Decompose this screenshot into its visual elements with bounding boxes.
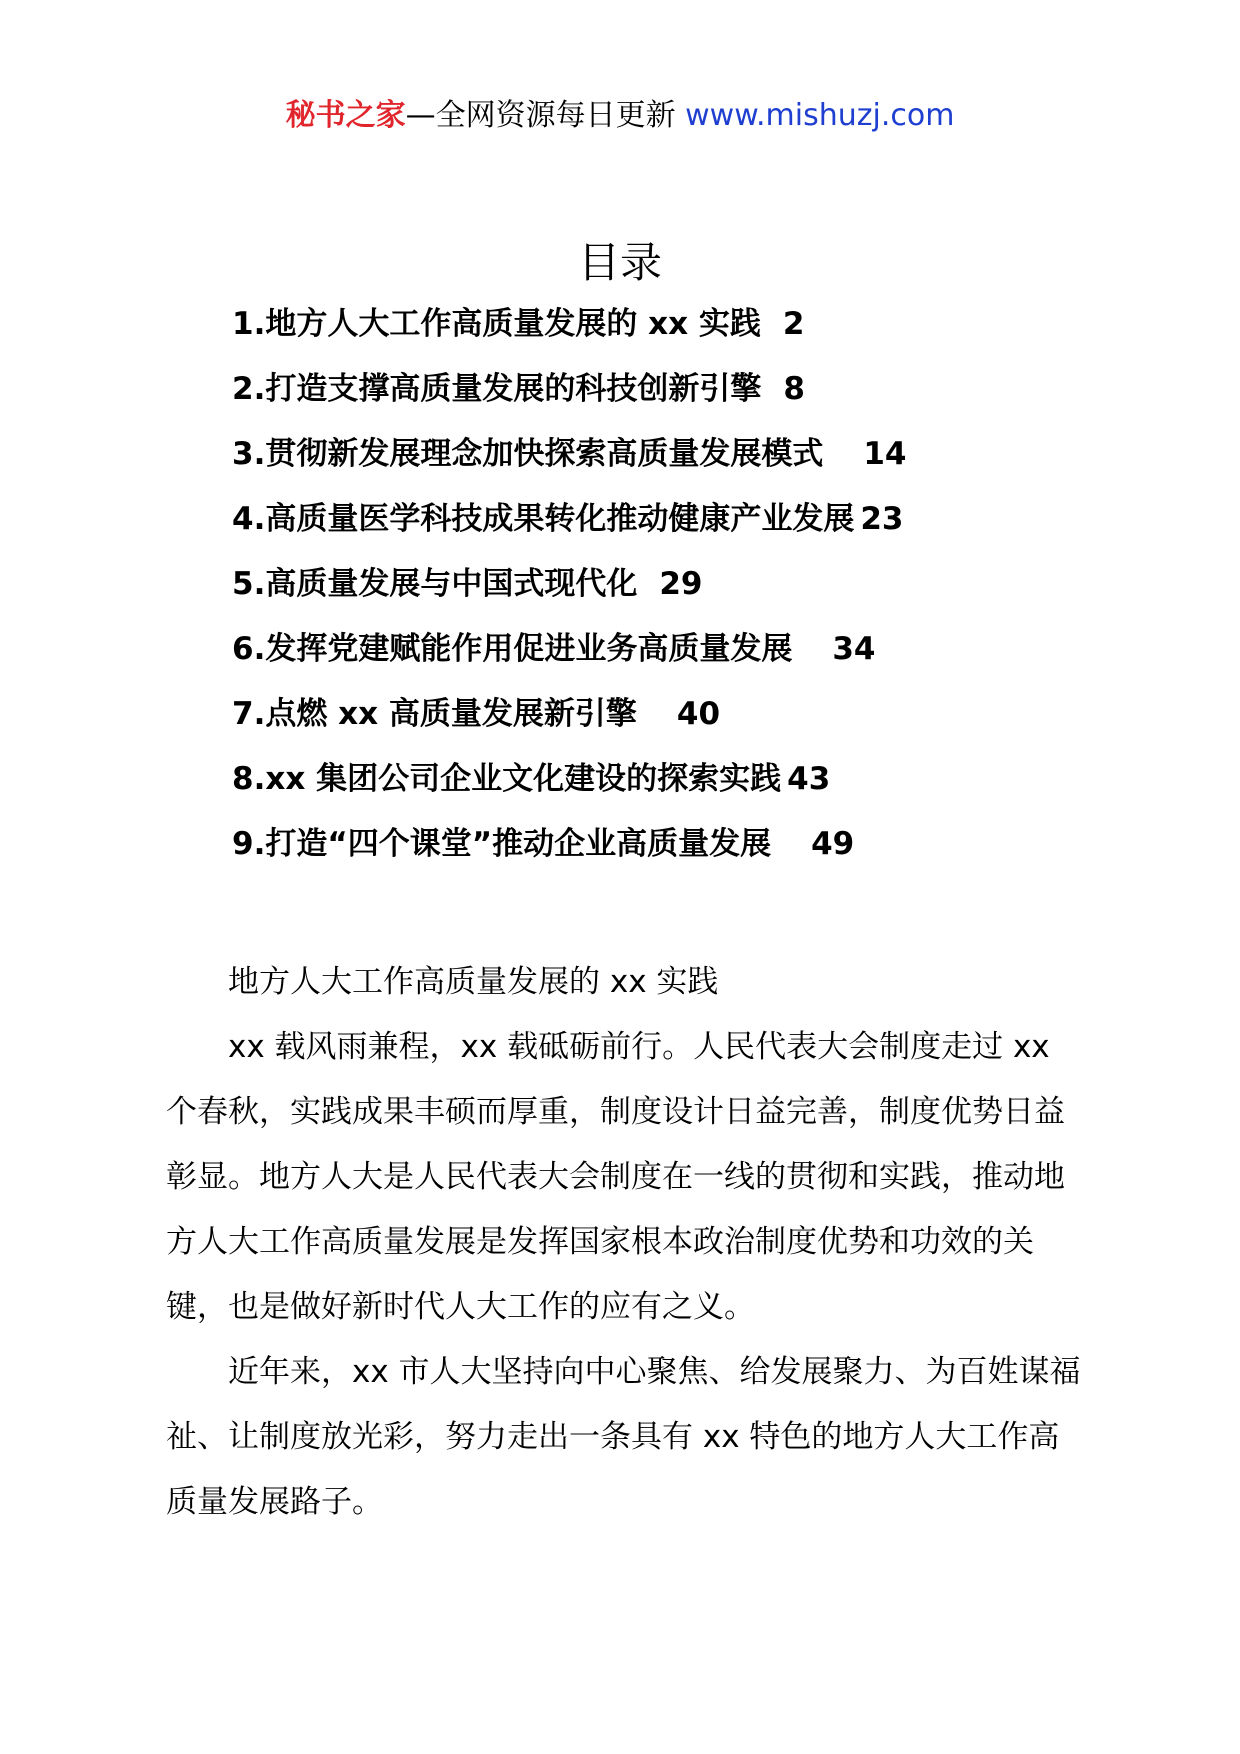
toc-entry[interactable]	[232, 694, 907, 759]
site-brand: 秘书之家	[285, 98, 406, 133]
toc-entry-page: 43	[787, 761, 831, 797]
site-tagline: —全网资源每日更新	[405, 98, 676, 133]
article-title: 地方人大工作高质量发展的 xx 实践	[228, 964, 719, 1000]
toc-entry[interactable]	[232, 629, 907, 694]
toc-entry-page: 34	[832, 631, 876, 667]
toc-entry-label: 3.贯彻新发展理念加快探索高质量发展模式	[232, 436, 824, 472]
toc-entry-page: 2	[782, 306, 805, 342]
toc-entry[interactable]	[232, 304, 907, 369]
toc-entry-label: 8.xx 集团公司企业文化建设的探索实践	[232, 761, 782, 797]
table-of-contents	[232, 304, 907, 889]
toc-entry[interactable]	[232, 434, 907, 499]
toc-entry[interactable]	[232, 499, 907, 564]
site-banner	[0, 96, 1240, 136]
toc-entry-page: 29	[659, 566, 703, 602]
toc-entry-page: 8	[783, 371, 805, 407]
article-paragraph: xx 载风雨兼程，xx 载砥砺前行。人民代表大会制度走过 xx 个春秋，实践成果丰硕而厚重，制度设计日益完善，制度优势日益彰显。地方人大是人民代表大会制度在一线的贯彻和实践，推动地方人大工作高质量发展是发挥国家根本政治制度优势和功效的关键，也是做好新时代人大工作的应有之义。	[166, 1029, 1065, 1325]
toc-entry[interactable]	[232, 369, 907, 434]
toc-entry-label: 6.发挥党建赋能作用促进业务高质量发展	[232, 631, 793, 667]
toc-entry-page: 14	[863, 436, 907, 472]
toc-entry-label: 9.打造“四个课堂”推动企业高质量发展	[232, 826, 772, 862]
article-paragraph: 近年来，xx 市人大坚持向中心聚焦、给发展聚力、为百姓谋福祉、让制度放光彩，努力走出一条具有 xx 特色的地方人大工作高质量发展路子。	[166, 1354, 1081, 1520]
toc-entry[interactable]	[232, 564, 907, 629]
toc-entry-label: 1.地方人大工作高质量发展的 xx 实践	[232, 306, 761, 342]
toc-entry-page: 23	[860, 501, 904, 537]
toc-entry-label: 7.点燃 xx 高质量发展新引擎	[232, 696, 637, 732]
article-body	[166, 950, 1086, 1535]
toc-entry-label: 4.高质量医学科技成果转化推动健康产业发展	[232, 501, 855, 537]
toc-entry[interactable]	[232, 759, 907, 824]
toc-entry-page: 40	[676, 696, 721, 732]
toc-entry-page: 49	[811, 826, 855, 862]
toc-entry-label: 5.高质量发展与中国式现代化	[232, 566, 638, 602]
toc-entry[interactable]	[232, 824, 907, 889]
toc-title: 目录	[577, 238, 662, 287]
toc-entry-label: 2.打造支撑高质量发展的科技创新引擎	[232, 371, 762, 407]
site-url-link[interactable]: www.mishuzj.com	[685, 98, 955, 133]
